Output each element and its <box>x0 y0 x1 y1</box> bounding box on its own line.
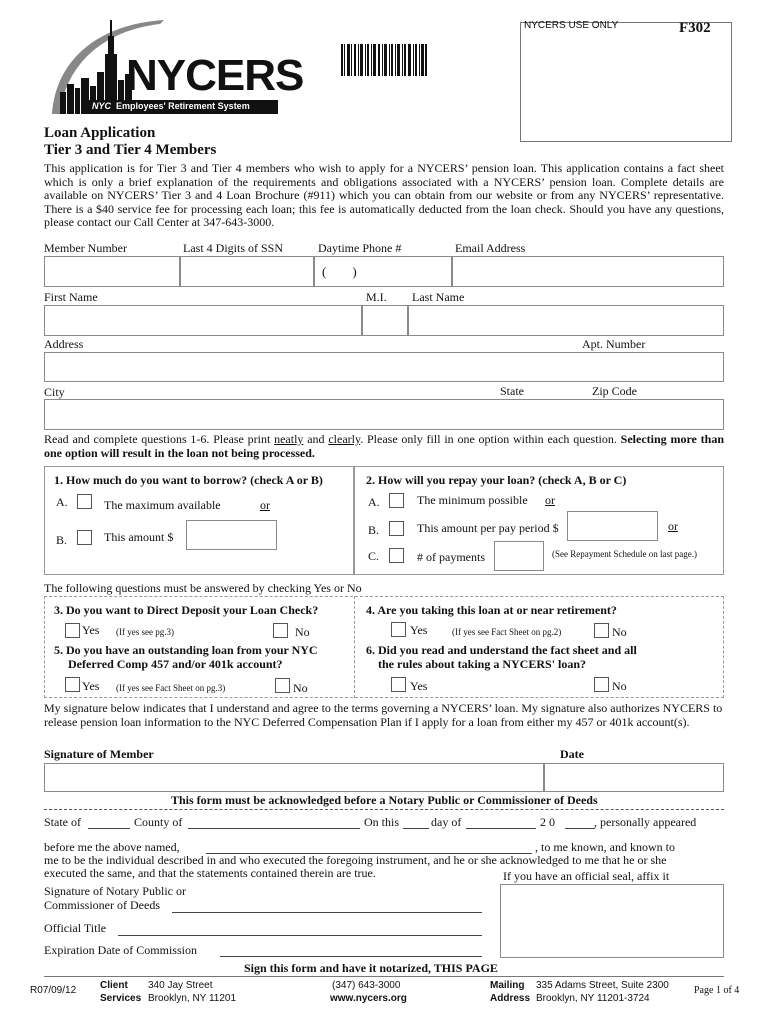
footer-website[interactable]: www.nycers.org <box>330 993 407 1004</box>
before-me-label: before me the above named, <box>44 840 180 854</box>
q6-yes-label: Yes <box>410 679 428 693</box>
q6-title-line1: 6. Did you read and understand the fact sheet and all <box>366 643 637 657</box>
q4-no-label: No <box>612 625 627 639</box>
page-number: Page 1 of 4 <box>694 985 740 996</box>
client-address1: 340 Jay Street <box>148 980 213 991</box>
date-label: Date <box>560 747 584 761</box>
address-label: Address <box>44 337 84 351</box>
page-subtitle: Tier 3 and Tier 4 Members <box>44 142 217 158</box>
state-of-line[interactable] <box>88 828 130 829</box>
zip-label: Zip Code <box>592 384 637 398</box>
q2-payments-field[interactable] <box>494 541 544 571</box>
mailing-address2: Brooklyn, NY 11201-3724 <box>536 993 650 1004</box>
q2-c-note: (See Repayment Schedule on last page.) <box>552 549 697 559</box>
notary-signature-label2: Commissioner of Deeds <box>44 898 160 912</box>
q5-yes-note: (If yes see Fact Sheet on pg.3) <box>116 683 226 693</box>
first-name-label: First Name <box>44 290 98 304</box>
notary-body-line1: me to be the individual described in and who executed the foregoing instrument, and he or she acknowledged to me that he or she <box>44 853 667 867</box>
q1-a-checkbox[interactable] <box>77 494 92 509</box>
year-line[interactable] <box>565 828 595 829</box>
on-this-line[interactable] <box>403 828 429 829</box>
revision-date: R07/09/12 <box>30 985 77 996</box>
seal-label: If you have an official seal, affix it <box>503 869 670 883</box>
client-address2: Brooklyn, NY 11201 <box>148 993 237 1004</box>
q1-or: or <box>260 498 270 512</box>
q6-no-label: No <box>612 679 627 693</box>
yes-no-intro: The following questions must be answered by checking Yes or No <box>44 581 362 595</box>
q1-title: 1. How much do you want to borrow? (check A or B) <box>54 473 323 487</box>
on-this-label: On this <box>364 815 400 829</box>
known-label: , to me known, and known to <box>535 840 675 854</box>
q3-yes-label: Yes <box>82 623 100 637</box>
day-of-line[interactable] <box>466 828 536 829</box>
office-use-label: NYCERS USE ONLY <box>524 20 619 31</box>
form-id: F302 <box>679 20 711 36</box>
q2-c-text: # of payments <box>417 550 485 564</box>
intro-paragraph: This application is for Tier 3 and Tier 4 members who wish to apply for a NYCERS’ pension loan. This application contains a fact sheet which is only a brief explanation of the requirements and obligations associated with a NYCERS’ pension loan. Complete details are available on NYCERS’ Tier 3 and 4 Loan Brochure (#911) which you can obtain from our website or from any NYCERS’ representative. There is a $40 service fee for processing each loan; this fee is automatically deducted from the loan check. Should you have any questions, please contact our Call Center at 347-643-3000. <box>44 161 724 229</box>
page-title: Loan Application <box>44 125 156 141</box>
org-full-name: Employees' Retirement System <box>116 101 250 111</box>
q4-yes-note: (If yes see Fact Sheet on pg.2) <box>452 627 562 637</box>
q6-title-line2: the rules about taking a NYCERS' loan? <box>378 657 587 671</box>
q1-b-text: This amount $ <box>104 530 174 544</box>
q2-c-letter: C. <box>368 549 380 563</box>
q1-b-letter: B. <box>56 533 68 547</box>
official-title-label: Official Title <box>44 921 107 935</box>
signature-date-field[interactable] <box>544 763 724 792</box>
member-number-field[interactable] <box>44 256 180 287</box>
last-name-label: Last Name <box>412 290 465 304</box>
ssn-label: Last 4 Digits of SSN <box>183 241 284 255</box>
q3-title: 3. Do you want to Direct Deposit your Loan Check? <box>54 603 319 617</box>
phone-area-parens: ( ) <box>322 264 357 279</box>
q3-yes-checkbox[interactable] <box>65 623 80 638</box>
member-number-label: Member Number <box>44 241 127 255</box>
mailing-label2: Address <box>490 993 531 1004</box>
mailing-label1: Mailing <box>490 980 525 991</box>
notary-signature-line[interactable] <box>172 912 482 913</box>
email-field[interactable] <box>452 256 724 287</box>
notary-signature-label1: Signature of Notary Public or <box>44 884 186 898</box>
state-label: State <box>500 384 524 398</box>
q4-no-checkbox[interactable] <box>594 623 609 638</box>
client-services-label1: Client <box>100 980 128 991</box>
notary-body-line2: executed the same, and that the statements contained therein are true. <box>44 866 376 880</box>
q2-a-checkbox[interactable] <box>389 493 404 508</box>
address-field[interactable] <box>44 352 724 382</box>
mailing-address1: 335 Adams Street, Suite 2300 <box>536 980 669 991</box>
expiration-label: Expiration Date of Commission <box>44 943 197 957</box>
q1-a-letter: A. <box>56 495 68 509</box>
q3-yes-note: (If yes see pg.3) <box>116 627 174 637</box>
office-use-box <box>520 22 732 142</box>
org-short-name: NYCERS <box>126 51 304 100</box>
q4-yes-checkbox[interactable] <box>391 622 406 637</box>
q5-title-line2: Deferred Comp 457 and/or 401k account? <box>68 657 283 671</box>
org-tag-city: NYC <box>92 101 112 111</box>
mi-label: M.I. <box>366 290 387 304</box>
client-services-label2: Services <box>100 993 142 1004</box>
q2-b-checkbox[interactable] <box>389 521 404 536</box>
q2-a-letter: A. <box>368 495 380 509</box>
member-signature-label: Signature of Member <box>44 747 154 761</box>
q6-yes-checkbox[interactable] <box>391 677 406 692</box>
county-of-label: County of <box>134 815 183 829</box>
q2-b-letter: B. <box>368 523 380 537</box>
footer-divider <box>44 976 724 977</box>
q5-yes-label: Yes <box>82 679 100 693</box>
county-of-line[interactable] <box>188 828 360 829</box>
q2-a-text: The minimum possible <box>417 493 528 507</box>
expiration-line[interactable] <box>220 956 482 957</box>
q5-yes-checkbox[interactable] <box>65 677 80 692</box>
q5-no-checkbox[interactable] <box>275 678 290 693</box>
sign-here-note: Sign this form and have it notarized, THIS PAGE <box>244 961 498 975</box>
member-signature-field[interactable] <box>44 763 544 792</box>
q3-no-label: No <box>295 625 310 639</box>
q4-title: 4. Are you taking this loan at or near retirement? <box>366 603 617 617</box>
q3-no-checkbox[interactable] <box>273 623 288 638</box>
footer-phone: (347) 643-3000 <box>332 980 401 991</box>
q5-title-line1: 5. Do you have an outstanding loan from your NYC <box>54 643 318 657</box>
official-title-line[interactable] <box>118 935 482 936</box>
apt-label: Apt. Number <box>582 337 646 351</box>
q6-no-checkbox[interactable] <box>594 677 609 692</box>
q1-a-text: The maximum available <box>104 498 221 512</box>
first-name-field[interactable] <box>44 305 362 336</box>
yes-no-divider <box>354 596 355 698</box>
q4-yes-label: Yes <box>410 623 428 637</box>
year-prefix: 2 0 <box>540 815 555 829</box>
instructions: Read and complete questions 1-6. Please print neatly and clearly. Please only fill in one option within each question. Selecting more than one option will result in the loan not being processed. <box>44 432 725 460</box>
barcode <box>341 44 427 76</box>
agreement-paragraph: My signature below indicates that I understand and agree to the terms governing a NYCERS’ loan. My signature also authorizes NYCERS to release pension loan information to the NYC Deferred Compensation Plan if I apply for a loan from either my 457 or 401k account(s). <box>44 701 723 729</box>
q2-amount-field[interactable] <box>567 511 658 541</box>
city-state-zip-field[interactable] <box>44 399 724 430</box>
day-of-label: day of <box>431 815 462 829</box>
mi-field[interactable] <box>362 305 408 336</box>
seal-box <box>500 884 724 958</box>
email-label: Email Address <box>455 241 526 255</box>
ssn-field[interactable] <box>180 256 314 287</box>
notary-heading: This form must be acknowledged before a Notary Public or Commissioner of Deeds <box>171 793 598 807</box>
q2-b-text: This amount per pay period $ <box>417 521 559 535</box>
personally-appeared: , personally appeared <box>594 815 697 829</box>
q2-c-checkbox[interactable] <box>389 548 404 563</box>
city-label: City <box>44 385 65 399</box>
last-name-field[interactable] <box>408 305 724 336</box>
q5-no-label: No <box>293 681 308 695</box>
notary-divider <box>44 809 724 810</box>
state-of-label: State of <box>44 815 81 829</box>
q2-a-or: or <box>545 493 555 507</box>
q1-amount-field[interactable] <box>186 520 277 550</box>
q2-title: 2. How will you repay your loan? (check A, B or C) <box>366 473 627 487</box>
phone-label: Daytime Phone # <box>318 241 402 255</box>
q1-b-checkbox[interactable] <box>77 530 92 545</box>
q2-b-or: or <box>668 519 678 533</box>
